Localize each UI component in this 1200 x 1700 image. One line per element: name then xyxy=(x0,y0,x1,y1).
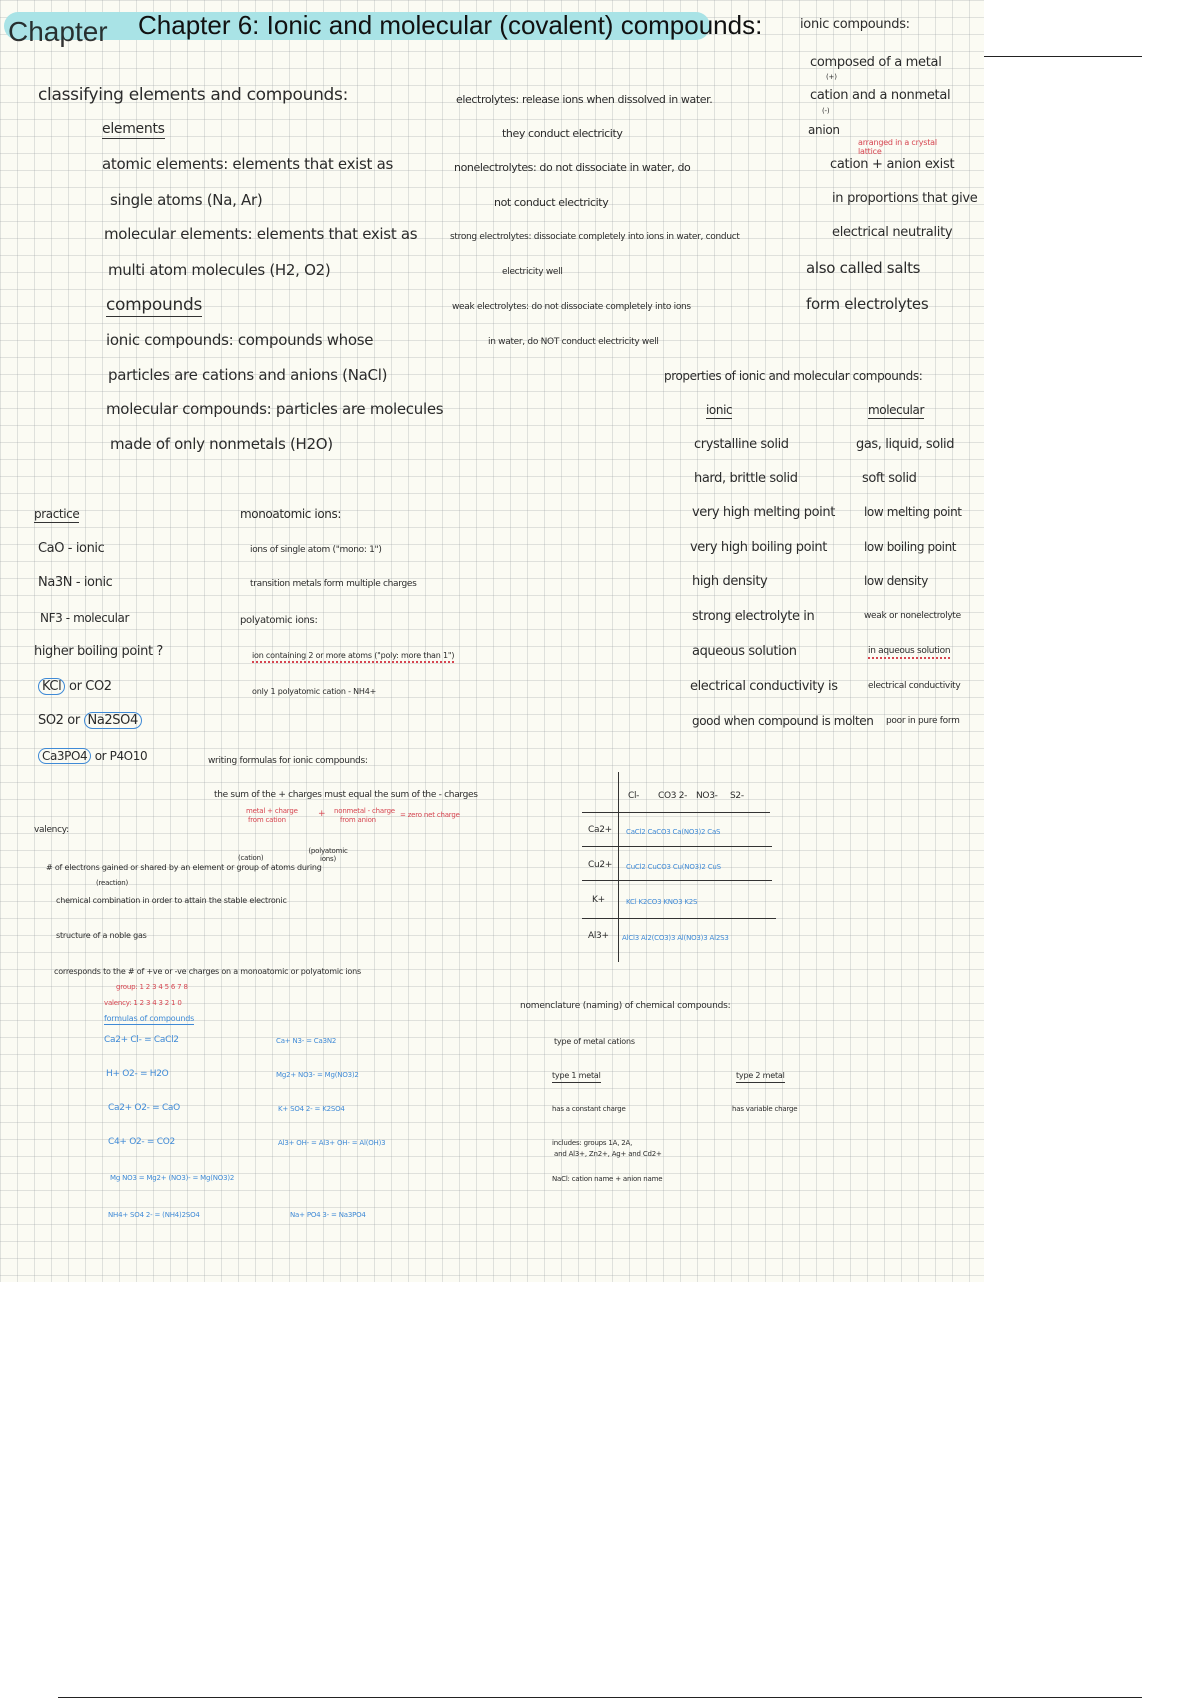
formula-item: H+ O2- = H2O xyxy=(106,1069,169,1079)
formula-item: NH4+ SO4 2- = (NH4)2SO4 xyxy=(108,1211,200,1219)
writing-red-2: nonmetal - charge xyxy=(334,807,395,815)
ionic-compounds-heading: ionic compounds: xyxy=(800,17,910,32)
molecular-property: electrical conductivity xyxy=(868,681,961,691)
properties-molecular-head: molecular xyxy=(868,404,924,419)
writing-rule: the sum of the + charges must equal the sum of the - charges xyxy=(214,790,478,800)
properties-heading: properties of ionic and molecular compounds: xyxy=(664,369,923,383)
practice-5 xyxy=(38,680,112,694)
valency-4: corresponds to the # of +ve or -ve charges on a monoatomic or polyatomic ions xyxy=(54,967,361,976)
ionic-property: strong electrolyte in xyxy=(692,609,815,624)
kcl-circled: KCl xyxy=(38,678,65,695)
formula-item: Mg2+ NO3- = Mg(NO3)2 xyxy=(276,1071,359,1079)
ca3po4-circled: Ca3PO4 xyxy=(38,748,91,764)
writing-red-2b: from anion xyxy=(340,816,376,824)
ionic-property: hard, brittle solid xyxy=(694,471,798,486)
practice-heading: practice xyxy=(34,508,79,523)
table-row-cells: AlCl3 Al2(CO3)3 Al(NO3)3 Al2S3 xyxy=(622,934,729,942)
valency-3: structure of a noble gas xyxy=(56,931,147,940)
nomenclature-3: and Al3+, Zn2+, Ag+ and Cd2+ xyxy=(554,1150,662,1158)
electrolytes-5: strong electrolytes: dissociate completely into ions in water, conduct xyxy=(450,232,740,242)
atomic-elements-2: single atoms (Na, Ar) xyxy=(110,191,263,209)
ionic-property: crystalline solid xyxy=(694,437,789,452)
na2so4-circled: Na2SO4 xyxy=(84,712,142,729)
formulas-heading: formulas of compounds xyxy=(104,1014,195,1023)
electrolytes-2: they conduct electricity xyxy=(502,127,623,140)
electrolytes-3: nonelectrolytes: do not dissociate in water, do xyxy=(454,161,691,174)
molecular-property: weak or nonelectrolyte xyxy=(864,611,961,621)
nomenclature-4: NaCl: cation name + anion name xyxy=(552,1175,663,1183)
atomic-elements-1: atomic elements: elements that exist as xyxy=(102,155,393,173)
ionic-property: very high boiling point xyxy=(690,540,827,555)
elements-label: elements xyxy=(102,122,165,139)
ionic-property: aqueous solution xyxy=(692,644,797,659)
practice-5-rest: or CO2 xyxy=(69,679,112,694)
classifying-heading: classifying elements and compounds: xyxy=(38,85,349,105)
practice-1: CaO - ionic xyxy=(38,541,105,556)
molecular-compounds-2: made of only nonmetals (H2O) xyxy=(110,435,333,453)
formula-item: Na+ PO4 3- = Na3PO4 xyxy=(290,1211,366,1219)
practice-7-rest: or P4O10 xyxy=(94,749,148,763)
molecular-property: soft solid xyxy=(862,471,917,486)
monatomic-heading: monoatomic ions: xyxy=(240,507,341,521)
formula-item: Ca2+ O2- = CaO xyxy=(108,1103,180,1113)
ionic-electrolytes: form electrolytes xyxy=(806,295,929,313)
nomenclature-2: includes: groups 1A, 2A, xyxy=(552,1139,633,1147)
valency-group-row: group: 1 2 3 4 5 6 7 8 xyxy=(116,983,188,991)
table-header-line xyxy=(582,812,770,813)
formula-item: K+ SO4 2- = K2SO4 xyxy=(278,1105,345,1113)
ionic-cation: cation and a nonmetal xyxy=(810,88,951,103)
molecular-compounds-1: molecular compounds: particles are molecules xyxy=(106,400,444,418)
writing-heading: writing formulas for ionic compounds: xyxy=(208,756,368,766)
valency-annot-cation: (cation) xyxy=(238,854,264,862)
monatomic-1: ions of single atom ("mono: 1") xyxy=(250,545,382,555)
ionic-compounds-1: ionic compounds: compounds whose xyxy=(106,331,374,349)
molecular-property: low boiling point xyxy=(864,540,957,554)
valency-valency-row: valency: 1 2 3 4 3 2 1 0 xyxy=(104,999,182,1007)
valency-annot-polyatomic: (polyatomic ions) xyxy=(308,847,348,863)
practice-6 xyxy=(38,714,142,728)
cation-charge: (+) xyxy=(826,73,837,81)
table-col-header: NO3- xyxy=(696,791,718,801)
crystal-lattice-note: arranged in a crystal lattice xyxy=(858,138,937,156)
practice-7 xyxy=(38,750,147,763)
molecular-elements-2: multi atom molecules (H2, O2) xyxy=(108,261,331,279)
table-row-ion: Ca2+ xyxy=(588,825,612,835)
writing-red-1b: from cation xyxy=(248,816,286,824)
formula-item: Ca+ N3- = Ca3N2 xyxy=(276,1037,337,1045)
valency-1: # of electrons gained or shared by an element or group of atoms during xyxy=(46,863,322,872)
table-row-cells: KCl K2CO3 KNO3 K2S xyxy=(626,898,698,906)
formula-item: Ca2+ Cl- = CaCl2 xyxy=(104,1035,179,1045)
table-col-header: S2- xyxy=(730,791,744,801)
polyatomic-heading: polyatomic ions: xyxy=(240,615,318,626)
page-title: Chapter 6: Ionic and molecular (covalent) compounds: xyxy=(138,10,763,40)
compounds-label: compounds xyxy=(106,295,202,315)
table-row-ion: Al3+ xyxy=(588,931,609,941)
ionic-compounds-2: particles are cations and anions (NaCl) xyxy=(108,366,388,384)
table-vertical-line xyxy=(618,772,619,962)
title-overlap-word: Chapter xyxy=(8,16,108,47)
nomenclature-1: type of metal cations xyxy=(554,1037,635,1046)
electrolytes-4: not conduct electricity xyxy=(494,196,609,209)
molecular-property: low density xyxy=(864,574,928,588)
practice-4: higher boiling point ? xyxy=(34,644,163,659)
molecular-property: low melting point xyxy=(864,505,962,519)
nomenclature-type2-desc: has variable charge xyxy=(732,1105,798,1113)
formula-item: Al3+ OH- = Al3+ OH- = Al(OH)3 xyxy=(278,1139,386,1147)
molecular-property: gas, liquid, solid xyxy=(856,437,955,452)
ionic-property: high density xyxy=(692,574,768,589)
molecular-elements-1: molecular elements: elements that exist as xyxy=(104,225,418,243)
table-col-header: Cl- xyxy=(628,791,640,801)
polyatomic-2: only 1 polyatomic cation - NH4+ xyxy=(252,687,377,696)
nomenclature-heading: nomenclature (naming) of chemical compounds: xyxy=(520,1001,731,1011)
practice-3: NF3 - molecular xyxy=(40,611,130,625)
ionic-exist: cation + anion exist xyxy=(830,157,955,172)
table-row-line xyxy=(582,880,772,881)
formula-item: C4+ O2- = CO2 xyxy=(108,1137,175,1147)
table-row-ion: Cu2+ xyxy=(588,860,613,870)
ionic-property: electrical conductivity is xyxy=(690,679,838,694)
table-row-line xyxy=(582,846,772,847)
table-col-header: CO3 2- xyxy=(658,791,688,801)
formula-item: Mg NO3 = Mg2+ (NO3)- = Mg(NO3)2 xyxy=(110,1174,235,1182)
electrolytes-6: electricity well xyxy=(502,267,563,277)
nomenclature-type1-desc: has a constant charge xyxy=(552,1105,626,1113)
ionic-proportions: in proportions that give xyxy=(832,191,978,206)
nomenclature-type1: type 1 metal xyxy=(552,1072,601,1083)
table-row-ion: K+ xyxy=(592,895,605,905)
ionic-property: very high melting point xyxy=(692,505,835,520)
ionic-property: good when compound is molten xyxy=(692,714,874,728)
anion-charge: (-) xyxy=(822,107,830,115)
writing-plus: + xyxy=(318,809,326,819)
molecular-property: poor in pure form xyxy=(886,716,960,726)
properties-ionic-head: ionic xyxy=(706,404,732,419)
nomenclature-type2: type 2 metal xyxy=(736,1072,785,1083)
ionic-neutrality: electrical neutrality xyxy=(832,225,953,240)
bottom-divider-line xyxy=(58,1697,1142,1698)
electrolytes-7: weak electrolytes: do not dissociate completely into ions xyxy=(452,302,691,312)
ionic-anion: anion xyxy=(808,123,840,137)
electrolytes-1: electrolytes: release ions when dissolved in water. xyxy=(456,93,713,106)
writing-red-3: = zero net charge xyxy=(400,811,460,819)
writing-red-1: metal + charge xyxy=(246,807,298,815)
table-row-cells: CuCl2 CuCO3 Cu(NO3)2 CuS xyxy=(626,863,721,871)
table-row-line xyxy=(582,918,776,919)
polyatomic-1: ion containing 2 or more atoms ("poly: more than 1") xyxy=(252,652,454,663)
ionic-composed: composed of a metal xyxy=(810,55,942,70)
divider-line xyxy=(984,56,1142,57)
ionic-salts: also called salts xyxy=(806,259,921,277)
valency-2: chemical combination in order to attain the stable electronic xyxy=(56,896,287,905)
molecular-property: in aqueous solution xyxy=(868,647,950,659)
table-row-cells: CaCl2 CaCO3 Ca(NO3)2 CaS xyxy=(626,828,721,836)
monatomic-2: transition metals form multiple charges xyxy=(250,579,417,589)
electrolytes-8: in water, do NOT conduct electricity well xyxy=(488,337,659,347)
valency-annot-reaction: (reaction) xyxy=(96,879,129,887)
practice-6-left: SO2 or xyxy=(38,713,80,728)
practice-2: Na3N - ionic xyxy=(38,575,113,590)
valency-heading: valency: xyxy=(34,825,69,835)
